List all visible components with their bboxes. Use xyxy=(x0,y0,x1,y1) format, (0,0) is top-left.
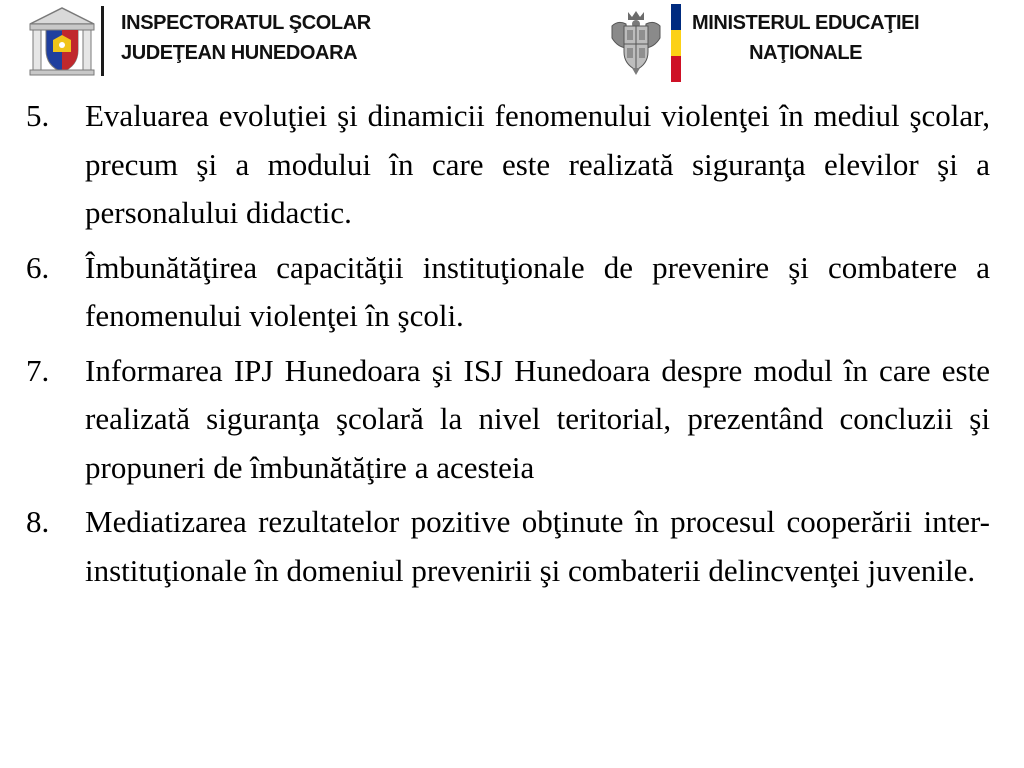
romanian-flag-stripe xyxy=(671,4,681,82)
list-item-number: 6. xyxy=(26,249,50,285)
list-item xyxy=(0,347,1024,493)
ministry-title-line: MINISTERUL EDUCAŢIEI xyxy=(692,12,920,34)
ministry-title-line: NAŢIONALE xyxy=(749,42,863,64)
list-item-text: Informarea IPJ Hunedoara şi ISJ Hunedoara despre modul în care este realizată siguranţa şcolară la nivel teritorial, prezentând concluzii şi propuneri de îmbunătăţire a acesteia xyxy=(85,352,990,485)
list-item xyxy=(0,498,1024,595)
numbered-list xyxy=(0,92,1024,601)
list-item-number: 7. xyxy=(26,352,50,388)
inspectorate-title-line: JUDEŢEAN HUNEDOARA xyxy=(121,42,358,64)
inspectorate-title-line: INSPECTORATUL ŞCOLAR xyxy=(121,12,371,34)
inspectorate-title xyxy=(121,8,371,68)
romania-coat-of-arms-icon xyxy=(608,8,664,76)
list-item-text: Îmbunătăţirea capacităţii instituţionale de prevenire şi combatere a fenomenului violenţei în şcoli. xyxy=(85,249,990,333)
flag-blue-band xyxy=(671,4,681,30)
list-item-text: Mediatizarea rezultatelor pozitive obţinute în procesul cooperării inter-instituţionale în domeniul prevenirii şi combaterii delincvenţei juvenile. xyxy=(85,504,990,588)
ministry-title xyxy=(692,8,919,68)
list-item xyxy=(0,244,1024,341)
list-item xyxy=(0,92,1024,238)
slide-header xyxy=(0,0,1024,82)
list-item-text: Evaluarea evoluţiei şi dinamicii fenomenului violenţei în mediul şcolar, precum şi a modului în care este realizată siguranţa elevilor şi a personalului didactic. xyxy=(85,98,990,230)
flag-yellow-band xyxy=(671,30,681,56)
list-item-number: 5. xyxy=(26,98,50,133)
list-item-number: 8. xyxy=(26,504,50,539)
isj-hunedoara-emblem-icon xyxy=(26,4,98,76)
flag-red-band xyxy=(671,56,681,82)
header-divider xyxy=(101,6,104,76)
